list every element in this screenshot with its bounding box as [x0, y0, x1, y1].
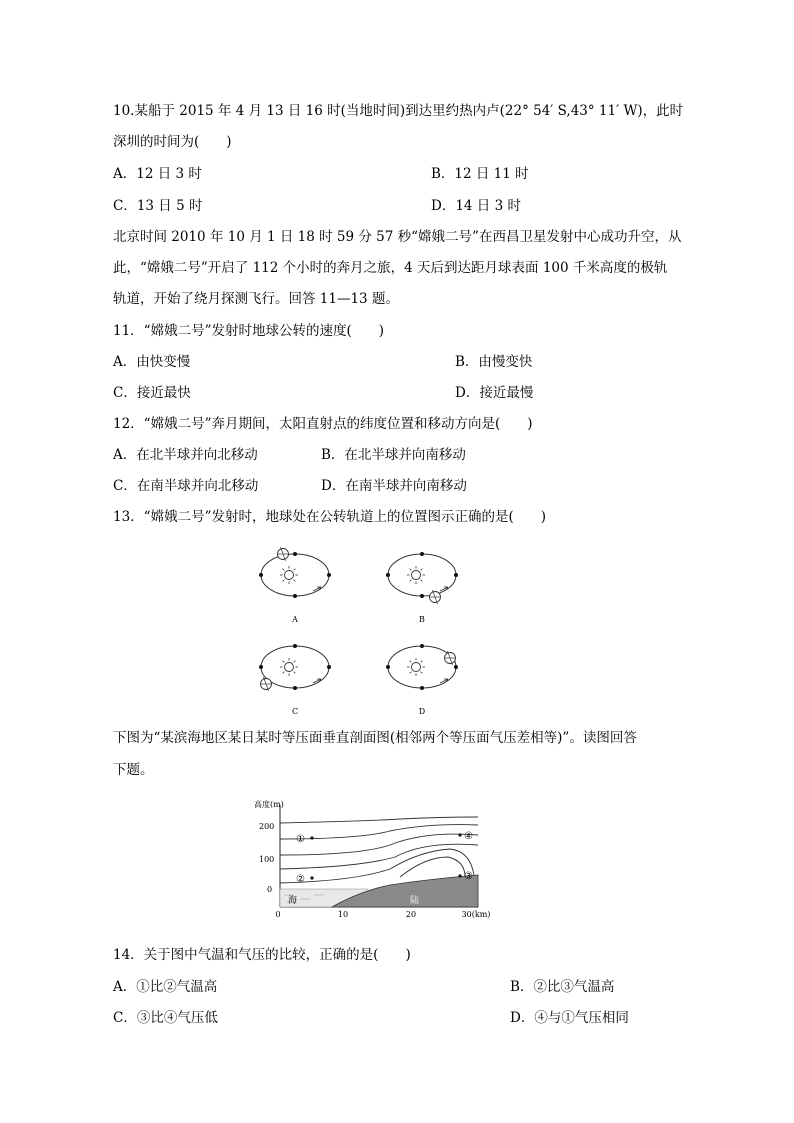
figure-intro-line2: 下题。 [113, 762, 154, 778]
orbit-option-c-figure [259, 644, 331, 716]
point-3-dot [458, 874, 461, 877]
orbit-label-c: C [291, 707, 299, 716]
q12-stem: 12．“嫦娥二号”奔月期间，太阳直射点的纬度位置和移动方向是( ) [113, 416, 533, 432]
q14-option-b: B．②比③气温高 [510, 979, 615, 995]
figure-intro-line1: 下图为“某滨海地区某日某时等压面垂直剖面图(相邻两个等压面气压差相等)”。读图回答 [113, 730, 637, 746]
orbit-option-a-figure [259, 547, 331, 624]
point-4-dot [458, 833, 461, 836]
q14-stem: 14．关于图中气温和气压的比较，正确的是( ) [113, 947, 411, 963]
sea-label: 海 [288, 896, 298, 906]
q11-option-b: B．由慢变快 [455, 354, 533, 370]
x-tick-20: 20 [405, 910, 417, 919]
point-1-label: ① [296, 834, 305, 845]
x-tick-10: 10 [337, 910, 349, 919]
q14-option-c: C．③比④气压低 [113, 1010, 218, 1026]
y-axis-title: 高度(m) [254, 800, 284, 809]
land-label: 陆 [410, 896, 420, 906]
q14-option-a: A．①比②气温高 [113, 979, 218, 995]
point-4-label: ④ [464, 831, 473, 842]
y-tick-0: 0 [267, 885, 273, 894]
q12-option-c: C．在南半球并向北移动 [113, 478, 259, 494]
q10-stem-line2: 深圳的时间为( ) [113, 134, 232, 150]
q12-option-a: A．在北半球并向北移动 [113, 447, 258, 463]
q11-option-a: A．由快变慢 [113, 354, 191, 370]
q10-option-d: D．14 日 3 时 [431, 198, 521, 214]
orbit-option-d-figure [386, 644, 458, 716]
q13-stem: 13．“嫦娥二号”发射时，地球处在公转轨道上的位置图示正确的是( ) [113, 509, 547, 525]
x-tick-0: 0 [275, 910, 281, 919]
q11-option-d: D．接近最慢 [455, 385, 534, 401]
q11-option-c: C．接近最快 [113, 385, 191, 401]
y-tick-200: 200 [259, 822, 275, 831]
q12-option-d: D．在南半球并向南移动 [321, 478, 467, 494]
isobar-cross-section [250, 795, 515, 925]
point-1-dot [310, 836, 313, 839]
x-tick-30: 30(km) [461, 910, 491, 919]
point-2-dot [310, 876, 313, 879]
orbit-option-b-figure [386, 552, 458, 624]
q12-option-b: B．在北半球并向南移动 [321, 447, 466, 463]
q10-stem-line1: 10.某船于 2015 年 4 月 13 日 16 时(当地时间)到达里约热内卢(22° 54′ S,43° 11′ W)，此时 [113, 103, 684, 119]
point-2-label: ② [296, 874, 305, 885]
y-tick-100: 100 [259, 855, 275, 864]
point-3-label: ③ [464, 871, 473, 882]
orbit-diagrams [250, 540, 475, 720]
orbit-label-d: D [418, 707, 426, 716]
q11-stem: 11．“嫦娥二号”发射时地球公转的速度( ) [113, 323, 385, 339]
q10-option-a: A．12 日 3 时 [113, 166, 202, 182]
q10-option-b: B．12 日 11 时 [431, 166, 529, 182]
q14-option-d: D．④与①气压相同 [510, 1010, 629, 1026]
passage-line1: 北京时间 2010 年 10 月 1 日 18 时 59 分 57 秒“嫦娥二号”在西昌卫星发射中心成功升空，从 [113, 229, 682, 245]
q10-option-c: C．13 日 5 时 [113, 198, 203, 214]
passage-line3: 轨道，开始了绕月探测飞行。回答 11—13 题。 [113, 291, 399, 307]
orbit-label-a: A [292, 615, 298, 624]
passage-line2: 此，“嫦娥二号”开启了 112 个小时的奔月之旅，4 天后到达距月球表面 100 千米高度的极轨 [113, 260, 668, 276]
orbit-label-b: B [419, 615, 425, 624]
